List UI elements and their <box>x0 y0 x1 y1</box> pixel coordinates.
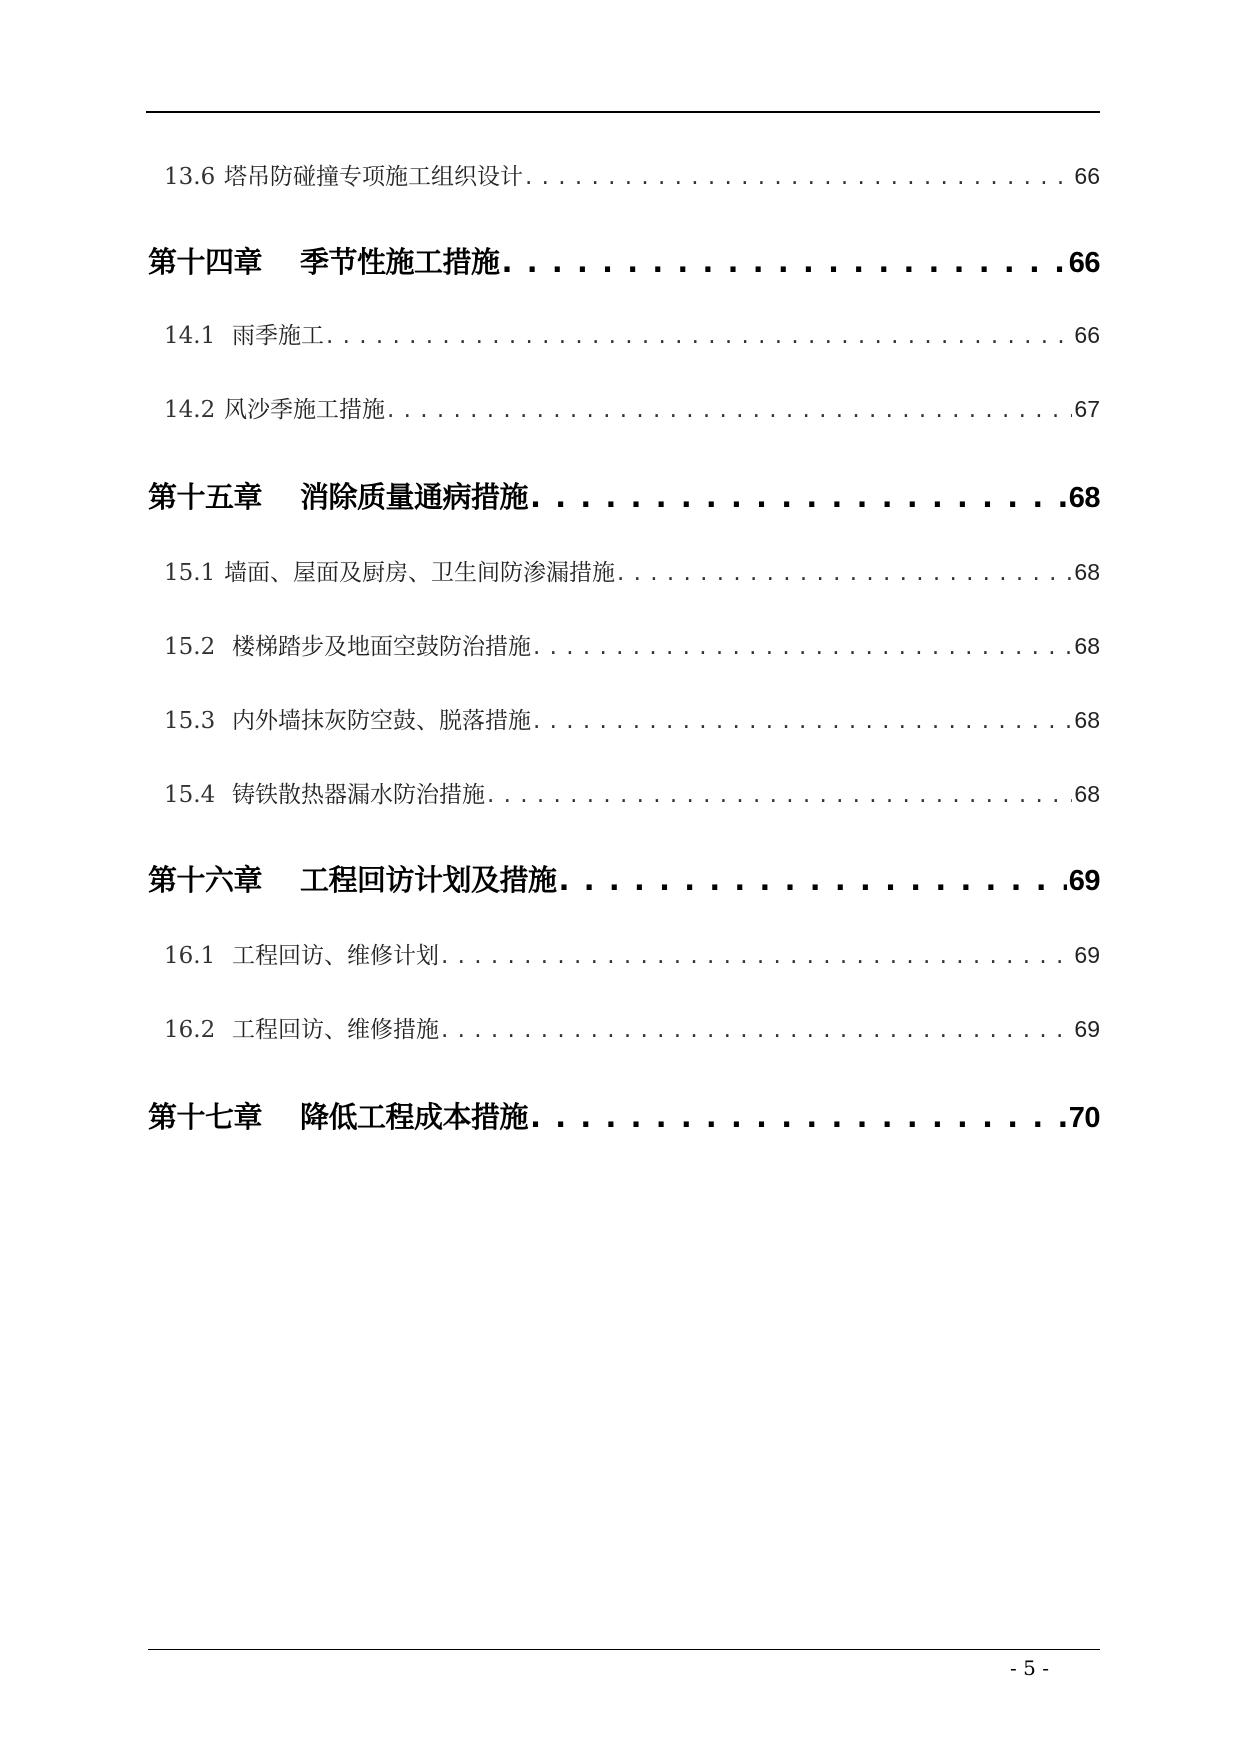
dot-leader <box>530 1100 1067 1134</box>
toc-entry-number: 15.3 <box>164 708 216 734</box>
toc-entry-page: 69 <box>1074 942 1100 968</box>
toc-chapter-title: 季节性施工措施 <box>300 245 500 279</box>
toc-entry-page: 66 <box>1074 163 1100 189</box>
toc-entry-page: 69 <box>1074 1016 1100 1042</box>
toc-entry-number: 13.6 <box>164 164 216 190</box>
toc-chapter-number: 第十六章 <box>148 863 263 897</box>
toc-entry-14-1[interactable] <box>148 317 1100 350</box>
toc-entry-15-3[interactable] <box>148 702 1100 735</box>
dot-leader <box>530 480 1067 514</box>
toc-entry-title: 工程回访、维修计划 <box>232 943 439 969</box>
toc-entry-title: 墙面、屋面及厨房、卫生间防渗漏措施 <box>224 560 615 586</box>
toc-entry-title: 内外墙抹灰防空鼓、脱落措施 <box>232 708 531 734</box>
toc-entry-15-4[interactable] <box>148 776 1100 809</box>
header-rule <box>146 111 1100 113</box>
toc-entry-15-1[interactable] <box>148 554 1100 587</box>
toc-entry-number: 14.2 <box>164 397 216 423</box>
dot-leader <box>617 560 1072 586</box>
toc-entry-title: 塔吊防碰撞专项施工组织设计 <box>224 164 523 190</box>
toc-entry-13-6[interactable] <box>148 158 1100 191</box>
toc-entry-number: 16.2 <box>164 1017 216 1043</box>
toc-entry-number: 15.1 <box>164 560 216 586</box>
toc-chapter-title: 消除质量通病措施 <box>300 480 529 514</box>
toc-chapter-17[interactable] <box>148 1095 1100 1136</box>
dot-leader <box>387 397 1072 423</box>
toc-entry-16-1[interactable] <box>148 937 1100 970</box>
dot-leader <box>502 245 1067 279</box>
toc-entry-title: 楼梯踏步及地面空鼓防治措施 <box>232 634 531 660</box>
toc-entry-title: 雨季施工 <box>232 323 324 349</box>
toc-chapter-page: 66 <box>1068 247 1100 279</box>
toc-entry-15-2[interactable] <box>148 628 1100 661</box>
toc-chapter-number: 第十七章 <box>148 1100 263 1134</box>
toc-entry-page: 67 <box>1074 396 1100 422</box>
toc-entry-number: 16.1 <box>164 943 216 969</box>
toc-entry-number: 15.4 <box>164 782 216 808</box>
toc-entry-title: 铸铁散热器漏水防治措施 <box>232 782 485 808</box>
toc-chapter-14[interactable] <box>148 240 1100 281</box>
dot-leader <box>441 943 1072 969</box>
toc-chapter-number: 第十四章 <box>148 245 263 279</box>
dot-leader <box>326 323 1072 349</box>
toc-entry-title: 风沙季施工措施 <box>224 397 385 423</box>
toc-entry-page: 68 <box>1074 559 1100 585</box>
dot-leader <box>533 708 1072 734</box>
toc-chapter-15[interactable] <box>148 475 1100 516</box>
dot-leader <box>525 164 1072 190</box>
toc-entry-number: 15.2 <box>164 634 216 660</box>
dot-leader <box>441 1017 1072 1043</box>
toc-chapter-16[interactable] <box>148 858 1100 899</box>
toc-chapter-title: 工程回访计划及措施 <box>300 863 557 897</box>
toc-entry-page: 66 <box>1074 322 1100 348</box>
dot-leader <box>559 863 1067 897</box>
toc-entry-title: 工程回访、维修措施 <box>232 1017 439 1043</box>
toc-entry-page: 68 <box>1074 707 1100 733</box>
dot-leader <box>487 782 1072 808</box>
toc-entry-14-2[interactable] <box>148 391 1100 424</box>
toc-entry-16-2[interactable] <box>148 1011 1100 1044</box>
toc-entry-page: 68 <box>1074 633 1100 659</box>
dot-leader <box>533 634 1072 660</box>
page-number: - 5 - <box>1010 1656 1049 1680</box>
toc-chapter-page: 68 <box>1068 482 1100 514</box>
toc-chapter-title: 降低工程成本措施 <box>300 1100 529 1134</box>
toc-entry-page: 68 <box>1074 781 1100 807</box>
toc-entry-number: 14.1 <box>164 323 216 349</box>
footer-rule <box>148 1649 1100 1650</box>
toc-chapter-page: 70 <box>1068 1102 1100 1134</box>
toc-chapter-page: 69 <box>1068 865 1100 897</box>
toc-chapter-number: 第十五章 <box>148 480 263 514</box>
